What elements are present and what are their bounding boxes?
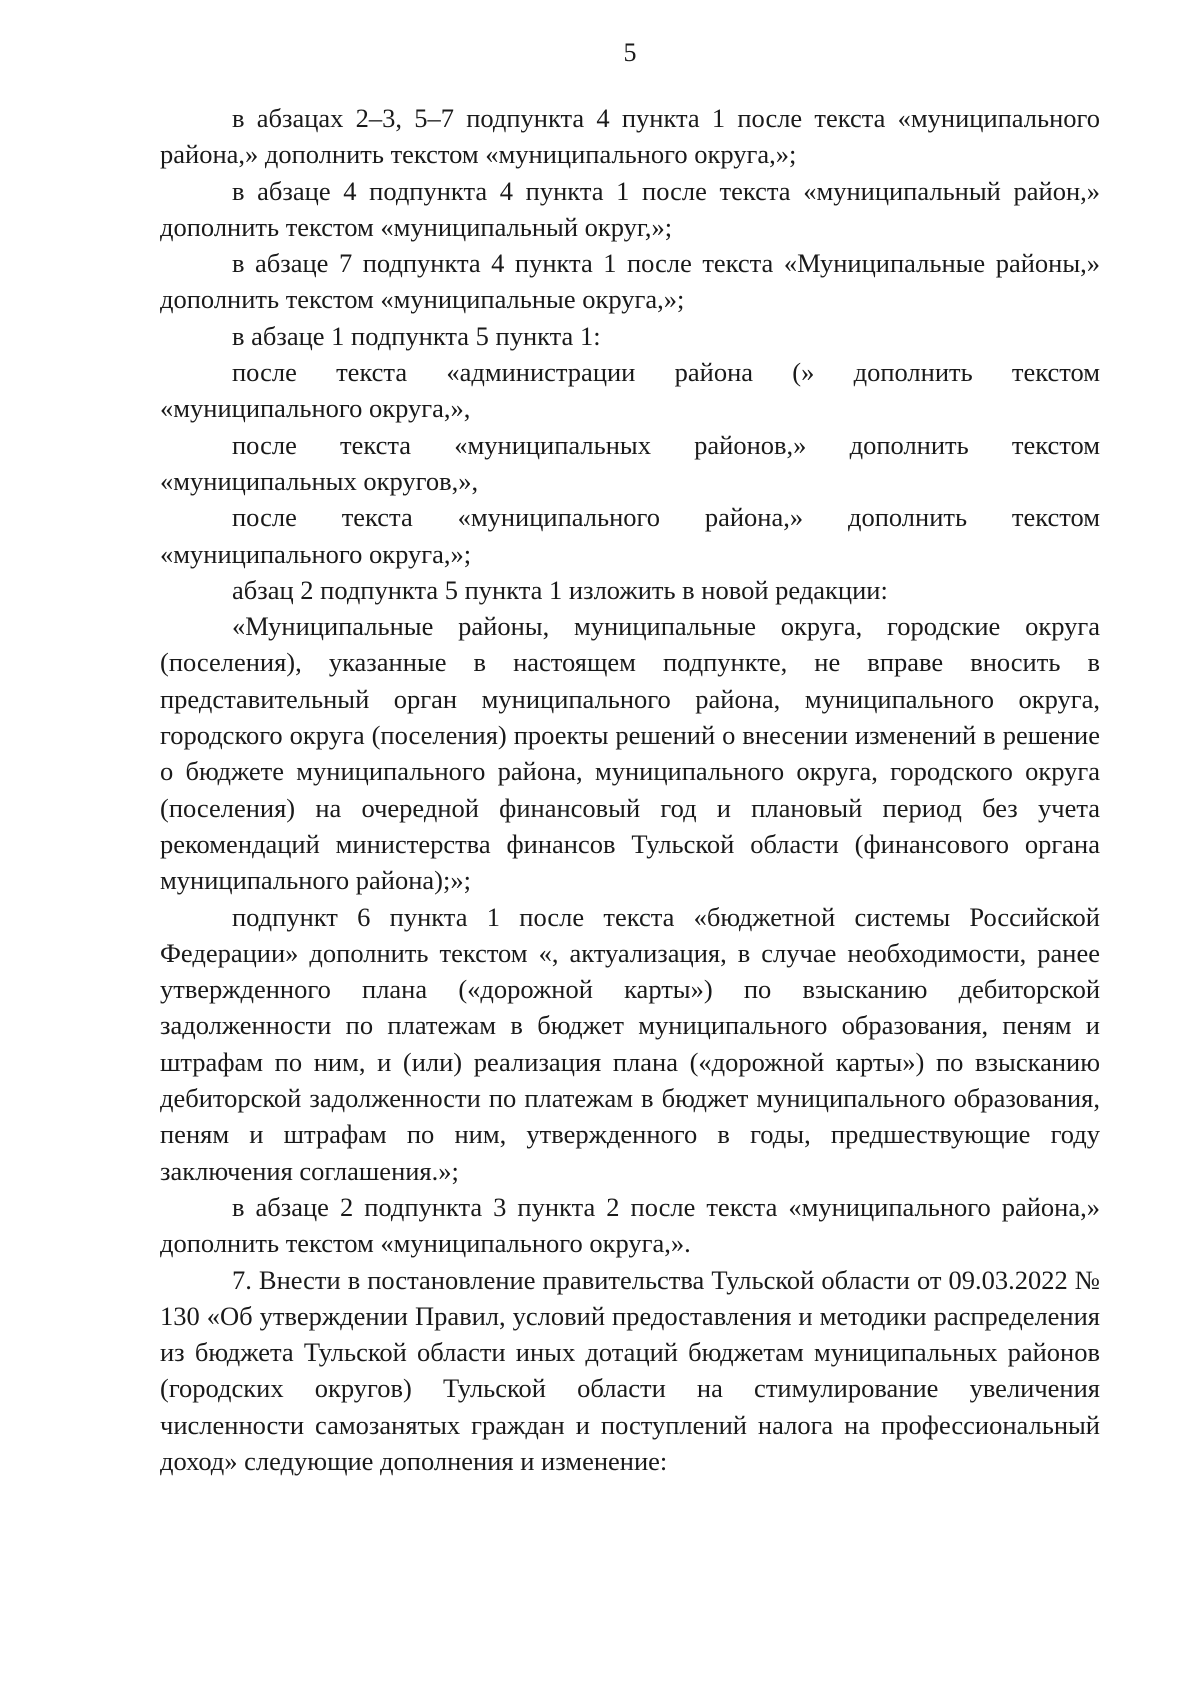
- paragraph: после текста «муниципального района,» дополнить текстом «муниципального округа,»;: [160, 502, 1100, 569]
- paragraph: в абзацах 2–3, 5–7 подпункта 4 пункта 1 после текста «муниципального района,» дополнить текстом «муниципального округа,»;: [160, 103, 1100, 170]
- paragraph: после текста «администрации района (» дополнить текстом «муниципального округа,»,: [160, 357, 1100, 424]
- paragraph: абзац 2 подпункта 5 пункта 1 изложить в новой редакции:: [232, 574, 888, 605]
- document-body: [160, 100, 1100, 1479]
- paragraph: после текста «муниципальных районов,» дополнить текстом «муниципальных округов,»,: [160, 429, 1100, 496]
- paragraph: «Муниципальные районы, муниципальные округа, городские округа (поселения), указанные в настоящем подпункте, не вправе вносить в представительный орган муниципального района, муниципального округа, городского округа (поселения) проекты решений о внесении изменений в решение о бюджете муниципального района, муниципального округа, городского округа (поселения) на очередной финансовый год и плановый период без учета рекомендаций министерства финансов Тульской области (финансового органа муниципального района);»;: [160, 611, 1100, 896]
- paragraph: в абзаце 2 подпункта 3 пункта 2 после текста «муниципального района,» дополнить текстом «муниципального округа,».: [160, 1191, 1100, 1259]
- paragraph: в абзаце 7 подпункта 4 пункта 1 после текста «Муниципальные районы,» дополнить текстом «муниципальные округа,»;: [160, 248, 1100, 315]
- paragraph: подпункт 6 пункта 1 после текста «бюджетной системы Российской Федерации» дополнить текстом «, актуализация, в случае необходимости, ранее утвержденного плана («дорожной карты») по взысканию дебиторской задолженности по платежам в бюджет муниципального образования, пеням и штрафам по ним, и (или) реализация плана («дорожной карты») по взысканию дебиторской задолженности по платежам в бюджет муниципального образования, пеням и штрафам по ним, утвержденного в годы, предшествующие году заключения соглашения.»;: [160, 901, 1100, 1186]
- paragraph: в абзаце 1 подпункта 5 пункта 1:: [232, 320, 601, 351]
- paragraph: в абзаце 4 подпункта 4 пункта 1 после текста «муниципальный район,» дополнить текстом «муниципальный округ,»;: [160, 175, 1100, 242]
- paragraph: 7. Внести в постановление правительства Тульской области от 09.03.2022 № 130 «Об утверждении Правил, условий предоставления и методики распределения из бюджета Тульской области иных дотаций бюджетам муниципальных районов (городских округов) Тульской области на стимулирование увеличения численности самозанятых граждан и поступлений налога на профессиональный доход» следующие дополнения и изменение:: [160, 1264, 1100, 1476]
- page-number: 5: [623, 38, 637, 67]
